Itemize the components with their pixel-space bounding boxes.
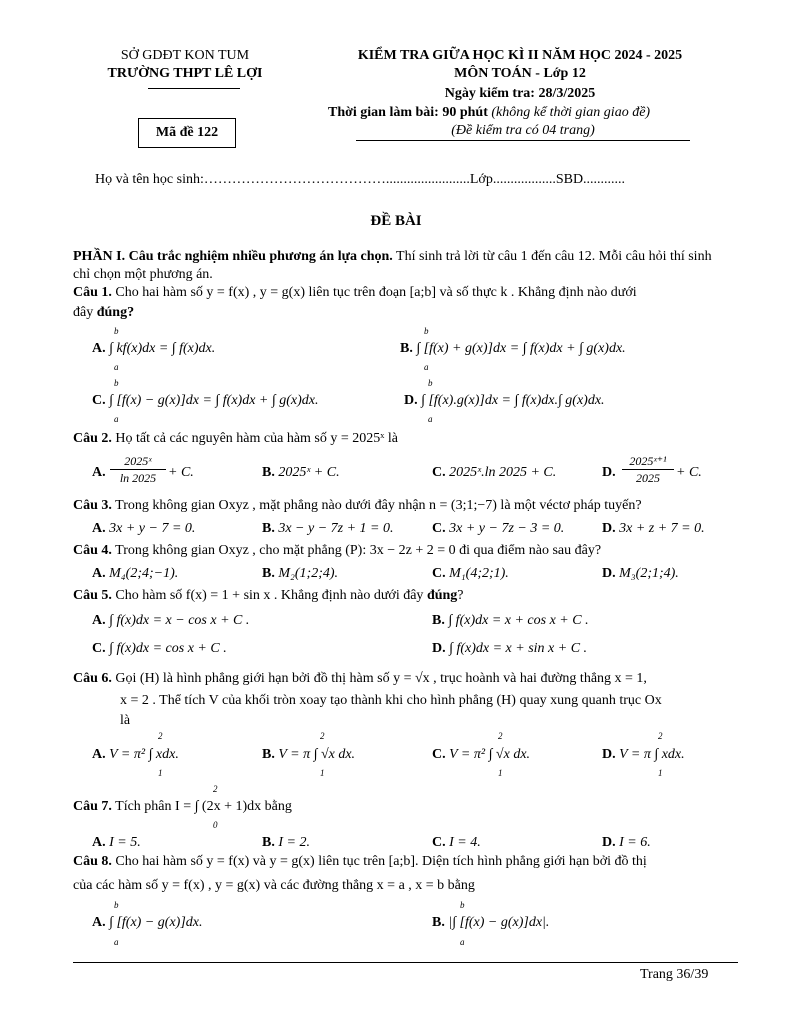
q2-stem — [73, 430, 723, 448]
q5-text-end: ? — [457, 588, 464, 603]
q3-option-c-label: C. — [432, 521, 446, 536]
q6-option-a[interactable] — [92, 746, 179, 764]
q8-option-a-text: ∫ [f(x) − g(x)]dx. — [109, 915, 203, 930]
q6-stem-2: x = 2 . Thể tích V của khối tròn xoay tạo thành khi cho hình phẳng (H) quay xung quanh trục Ox — [120, 693, 662, 708]
exam-title: KIỂM TRA GIỮA HỌC KÌ II NĂM HỌC 2024 - 2025 — [357, 48, 683, 63]
q6-option-a-label: A. — [92, 747, 106, 762]
q4-option-a[interactable] — [92, 565, 178, 583]
q2-option-c-label: C. — [432, 465, 446, 480]
q4-option-d[interactable] — [602, 565, 679, 583]
q1-option-c-label: C. — [92, 393, 106, 408]
q1-b-upper: b — [424, 326, 429, 336]
q8-b-lower: a — [460, 937, 465, 947]
q5-option-a-text: ∫ f(x)dx = x − cos x + C . — [109, 613, 250, 628]
part1-title: PHẦN I. Câu trắc nghiệm nhiều phương án lựa chọn. — [73, 249, 393, 264]
school-underline — [148, 88, 240, 89]
q1-option-c-text: ∫ [f(x) − g(x)]dx = ∫ f(x)dx + ∫ g(x)dx. — [109, 393, 319, 408]
q6-b-lower: 1 — [320, 768, 325, 778]
q2-option-d-label: D. — [602, 465, 616, 480]
q7-lower: 0 — [213, 820, 218, 830]
q7-option-b-label: B. — [262, 835, 275, 850]
q6-text: Gọi (H) là hình phẳng giới hạn bởi đồ thị hàm số y = √x , trục hoành và hai đường thẳng x = 1, — [115, 671, 647, 686]
q7-option-c-label: C. — [432, 835, 446, 850]
exam-code: Mã đề 122 — [155, 125, 219, 140]
q4-option-d-text: M₃(2;1;4). — [619, 566, 679, 581]
q3-label: Câu 3. — [73, 498, 112, 513]
q2-d-numerator: 2025ˣ⁺¹ — [622, 454, 674, 470]
q3-option-a-text: 3x + y − 7 = 0. — [109, 521, 196, 536]
q1-c-lower: a — [114, 414, 119, 424]
q2-option-a-label: A. — [92, 465, 106, 480]
q6-a-upper: 2 — [158, 731, 163, 741]
q5-text-bold: đúng — [426, 588, 458, 603]
q5-option-b-label: B. — [432, 613, 445, 628]
q1-d-upper: b — [428, 378, 433, 388]
q3-option-c[interactable] — [432, 520, 564, 538]
q7-stem — [73, 798, 723, 816]
q8-a-upper: b — [114, 900, 119, 910]
q4-option-b-label: B. — [262, 566, 275, 581]
q2-option-c[interactable] — [432, 464, 556, 482]
department: SỞ GDĐT KON TUM — [120, 48, 250, 63]
page-number: Trang 36/39 — [640, 967, 709, 982]
q3-option-d-text: 3x + z + 7 = 0. — [619, 521, 705, 536]
q7-text: Tích phân I = ∫ (2x + 1)dx bằng — [115, 799, 292, 814]
q1-option-b[interactable] — [400, 340, 626, 358]
q1-b-lower: a — [424, 362, 429, 372]
q3-option-b-text: 3x − y − 7z + 1 = 0. — [278, 521, 394, 536]
q4-option-b-text: M₂(1;2;4). — [278, 566, 339, 581]
q6-option-b-text: V = π ∫ √x dx. — [278, 747, 356, 762]
q3-text: Trong không gian Oxyz , mặt phẳng nào dưới đây nhận n = (3;1;−7) là một véctơ pháp tuyến? — [115, 498, 642, 513]
q6-label: Câu 6. — [73, 671, 112, 686]
q5-stem — [73, 587, 723, 605]
q5-option-c-text: ∫ f(x)dx = cos x + C . — [109, 641, 227, 656]
q1-option-a[interactable] — [92, 340, 215, 358]
q6-option-c-text: V = π² ∫ √x dx. — [449, 747, 531, 762]
q3-option-a-label: A. — [92, 521, 106, 536]
pages-note: (Đề kiểm tra có 04 trang) — [451, 123, 595, 138]
q2-a-denominator: ln 2025 — [119, 471, 157, 485]
q3-option-d[interactable] — [602, 520, 705, 538]
q3-option-d-label: D. — [602, 521, 616, 536]
q3-stem — [73, 497, 723, 515]
q7-option-c-text: I = 4. — [449, 835, 481, 850]
q7-option-b-text: I = 2. — [278, 835, 310, 850]
q1-option-d[interactable] — [404, 392, 605, 410]
student-info-line: Họ và tên học sinh:…………………………………........................Lớp..................SBD............ — [95, 172, 626, 187]
q1-option-c[interactable] — [92, 392, 318, 410]
q2-option-b[interactable] — [262, 464, 340, 482]
q6-a-lower: 1 — [158, 768, 163, 778]
q7-option-d-text: I = 6. — [619, 835, 651, 850]
q5-option-a[interactable] — [92, 612, 249, 630]
exam-time — [328, 105, 650, 121]
q2-option-d[interactable] — [602, 464, 616, 482]
q1-c-upper: b — [114, 378, 119, 388]
part1-intro — [73, 248, 723, 284]
q4-option-c[interactable] — [432, 565, 509, 583]
q8-option-b-text: |∫ [f(x) − g(x)]dx|. — [448, 915, 550, 930]
q8-option-b-label: B. — [432, 915, 445, 930]
q2-option-a[interactable] — [92, 464, 106, 482]
pages-underline — [356, 140, 690, 141]
q1-a-upper: b — [114, 326, 119, 336]
exam-code-box — [138, 118, 236, 148]
q6-c-lower: 1 — [498, 768, 503, 778]
q6-d-upper: 2 — [658, 731, 663, 741]
q3-option-a[interactable] — [92, 520, 195, 538]
q8-option-a[interactable] — [92, 914, 202, 932]
section-title: ĐỀ BÀI — [370, 213, 422, 229]
q2-option-b-text: 2025ˣ + C. — [278, 465, 340, 480]
q6-option-b[interactable] — [262, 746, 355, 764]
q5-option-d-label: D. — [432, 641, 446, 656]
footer-rule — [73, 962, 738, 963]
q8-option-a-label: A. — [92, 915, 106, 930]
q7-option-a[interactable] — [92, 834, 141, 852]
q7-option-b[interactable] — [262, 834, 310, 852]
exam-date: Ngày kiểm tra: 28/3/2025 — [444, 86, 596, 101]
school-name: TRƯỜNG THPT LÊ LỢI — [107, 66, 263, 81]
q6-option-c-label: C. — [432, 747, 446, 762]
q8-stem — [73, 853, 723, 871]
q1-text2-bold: đúng? — [96, 305, 135, 320]
q6-c-upper: 2 — [498, 731, 503, 741]
q4-option-b[interactable] — [262, 565, 338, 583]
q3-option-b-label: B. — [262, 521, 275, 536]
q1-option-d-label: D. — [404, 393, 418, 408]
q5-text: Cho hàm số f(x) = 1 + sin x . Khẳng định nào dưới đây — [115, 588, 427, 603]
q4-label: Câu 4. — [73, 543, 112, 558]
q1-a-lower: a — [114, 362, 119, 372]
q5-label: Câu 5. — [73, 588, 112, 603]
exam-time-note: (không kể thời gian giao đề) — [491, 105, 651, 120]
q1-stem-2 — [73, 304, 723, 322]
q7-option-a-text: I = 5. — [109, 835, 141, 850]
q6-option-d[interactable] — [602, 746, 685, 764]
q8-label: Câu 8. — [73, 854, 112, 869]
q1-text2: đây — [73, 305, 97, 320]
q2-d-tail: + C. — [676, 465, 702, 480]
q1-option-b-label: B. — [400, 341, 413, 356]
q7-upper: 2 — [213, 784, 218, 794]
q6-d-lower: 1 — [658, 768, 663, 778]
q5-option-c-label: C. — [92, 641, 106, 656]
q5-option-a-label: A. — [92, 613, 106, 628]
q1-option-d-text: ∫ [f(x).g(x)]dx = ∫ f(x)dx.∫ g(x)dx. — [421, 393, 605, 408]
q5-option-c[interactable] — [92, 640, 227, 658]
q4-option-a-text: M₄(2;4;−1). — [109, 566, 179, 581]
q2-option-b-label: B. — [262, 465, 275, 480]
q4-stem — [73, 542, 723, 560]
q1-d-lower: a — [428, 414, 433, 424]
exam-time-bold: Thời gian làm bài: 90 phút — [328, 105, 488, 120]
q6-option-c[interactable] — [432, 746, 530, 764]
q6-stem-3: là — [120, 713, 131, 728]
q4-option-c-label: C. — [432, 566, 446, 581]
q2-a-tail: + C. — [168, 465, 194, 480]
q2-d-denominator: 2025 — [636, 471, 660, 485]
q4-option-d-label: D. — [602, 566, 616, 581]
q2-label: Câu 2. — [73, 431, 112, 446]
q3-option-c-text: 3x + y − 7z − 3 = 0. — [449, 521, 565, 536]
q5-option-d-text: ∫ f(x)dx = x + sin x + C . — [449, 641, 588, 656]
q4-text: Trong không gian Oxyz , cho mặt phẳng (P): 3x − 2z + 2 = 0 đi qua điểm nào sau đây? — [115, 543, 602, 558]
q6-option-d-text: V = π ∫ xdx. — [619, 747, 685, 762]
q6-b-upper: 2 — [320, 731, 325, 741]
q7-option-a-label: A. — [92, 835, 106, 850]
q1-label: Câu 1. — [73, 285, 112, 300]
q1-text: Cho hai hàm số y = f(x) , y = g(x) liên tục trên đoạn [a;b] và số thực k . Khẳng định nào dưới — [115, 285, 637, 300]
q8-text: Cho hai hàm số y = f(x) và y = g(x) liên tục trên [a;b]. Diện tích hình phẳng giới hạn bởi đồ thị — [115, 854, 647, 869]
subject: MÔN TOÁN - Lớp 12 — [454, 66, 586, 81]
q2-option-c-text: 2025ˣ.ln 2025 + C. — [449, 465, 557, 480]
q3-option-b[interactable] — [262, 520, 394, 538]
q5-option-b[interactable] — [432, 612, 589, 630]
q6-option-d-label: D. — [602, 747, 616, 762]
q7-label: Câu 7. — [73, 799, 112, 814]
q8-option-b[interactable] — [432, 914, 549, 932]
q8-b-upper: b — [460, 900, 465, 910]
q1-stem — [73, 284, 723, 302]
q6-stem — [73, 670, 723, 688]
q1-option-a-label: A. — [92, 341, 106, 356]
part1-text: Thí sinh trả lời từ câu 1 đến câu 12. Mỗi câu hỏi thí sinh chỉ chọn một phương án. — [73, 249, 712, 282]
q2-text: Họ tất cả các nguyên hàm của hàm số y = 2025ˣ là — [115, 431, 398, 446]
q7-option-c[interactable] — [432, 834, 481, 852]
q6-option-b-label: B. — [262, 747, 275, 762]
q6-option-a-text: V = π² ∫ xdx. — [109, 747, 179, 762]
q7-option-d[interactable] — [602, 834, 651, 852]
q8-a-lower: a — [114, 937, 119, 947]
q7-option-d-label: D. — [602, 835, 616, 850]
q1-option-a-text: ∫ kf(x)dx = ∫ f(x)dx. — [109, 341, 216, 356]
q4-option-a-label: A. — [92, 566, 106, 581]
q8-stem-2: của các hàm số y = f(x) , y = g(x) và các đường thẳng x = a , x = b bằng — [73, 878, 475, 893]
q1-option-b-text: ∫ [f(x) + g(x)]dx = ∫ f(x)dx + ∫ g(x)dx. — [416, 341, 626, 356]
q5-option-d[interactable] — [432, 640, 587, 658]
q4-option-c-text: M₁(4;2;1). — [449, 566, 509, 581]
q5-option-b-text: ∫ f(x)dx = x + cos x + C . — [448, 613, 589, 628]
q2-a-numerator: 2025ˣ — [110, 454, 166, 470]
